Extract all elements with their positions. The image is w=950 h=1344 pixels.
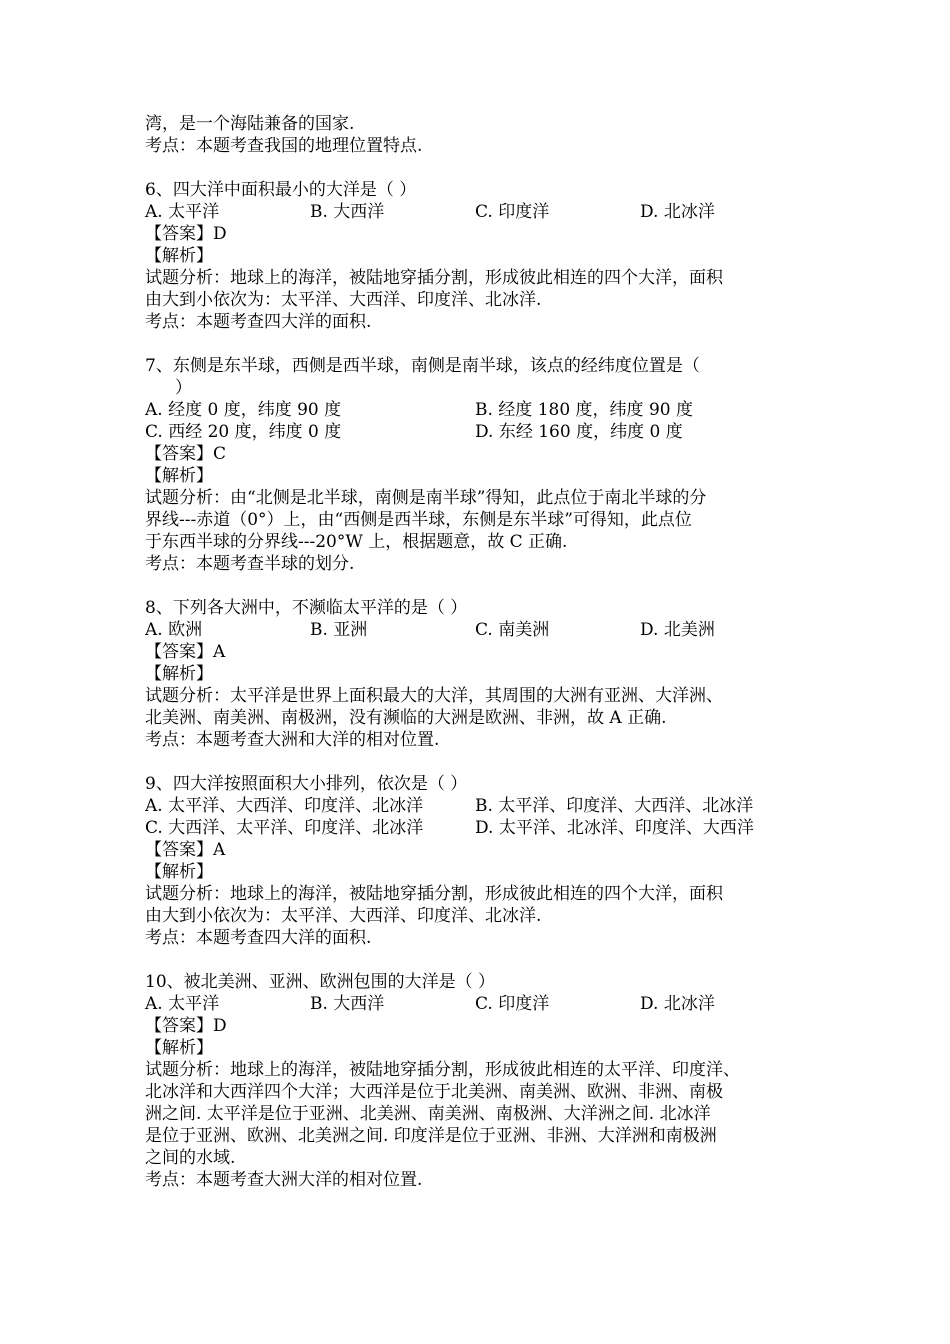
option-c: C. 南美洲 (475, 620, 550, 640)
question-8 (145, 597, 825, 751)
answer: 【答案】A (145, 840, 226, 860)
option-c: C. 印度洋 (475, 202, 550, 222)
analysis-line: 试题分析：由“北侧是北半球，南侧是南半球”得知，此点位于南北半球的分 (145, 488, 707, 508)
analysis-line: 洲之间. 太平洋是位于亚洲、北美洲、南美洲、南极洲、大洋洲之间. 北冰洋 (145, 1104, 711, 1124)
option-a: A. 欧洲 (145, 620, 203, 640)
option-a: A. 经度 0 度，纬度 90 度 (145, 400, 342, 420)
jiexi-heading: 【解析】 (145, 1038, 213, 1058)
document-content (145, 113, 825, 1191)
question-stem: 6、四大洋中面积最小的大洋是（ ） (145, 180, 417, 200)
answer: 【答案】D (145, 1016, 227, 1036)
analysis-line: 北美洲、南美洲、南极洲，没有濒临的大洲是欧洲、非洲，故 A 正确. (145, 708, 667, 728)
option-d: D. 北冰洋 (640, 994, 715, 1014)
kaodian: 考点：本题考查大洲和大洋的相对位置. (145, 730, 440, 750)
analysis-line: 于东西半球的分界线---20°W 上，根据题意，故 C 正确. (145, 532, 568, 552)
option-c: C. 大西洋、太平洋、印度洋、北冰洋 (145, 818, 424, 838)
analysis-line: 之间的水域. (145, 1148, 236, 1168)
question-stem: 8、下列各大洲中，不濒临太平洋的是（ ） (145, 598, 468, 618)
option-d: D. 北美洲 (640, 620, 715, 640)
analysis-line: 试题分析：地球上的海洋，被陆地穿插分割，形成彼此相连的四个大洋，面积 (145, 884, 723, 904)
option-a: A. 太平洋 (145, 994, 220, 1014)
options-row (145, 619, 825, 641)
kaodian: 考点：本题考查大洲大洋的相对位置. (145, 1170, 423, 1190)
jiexi-heading: 【解析】 (145, 664, 213, 684)
answer: 【答案】A (145, 642, 226, 662)
analysis-line: 是位于亚洲、欧洲、北美洲之间. 印度洋是位于亚洲、非洲、大洋洲和南极洲 (145, 1126, 717, 1146)
analysis-line: 北冰洋和大西洋四个大洋；大西洋是位于北美洲、南美洲、欧洲、非洲、南极 (145, 1082, 723, 1102)
kaodian: 考点：本题考查四大洋的面积. (145, 312, 372, 332)
option-a: A. 太平洋、大西洋、印度洋、北冰洋 (145, 796, 424, 816)
question-10 (145, 971, 825, 1191)
question-7 (145, 355, 825, 575)
question-stem-cont: ） (175, 378, 192, 398)
question-9 (145, 773, 825, 949)
analysis-line: 由大到小依次为：太平洋、大西洋、印度洋、北冰洋. (145, 906, 542, 926)
question-stem: 9、四大洋按照面积大小排列，依次是（ ） (145, 774, 468, 794)
option-b: B. 大西洋 (310, 202, 385, 222)
options-row (145, 817, 825, 839)
analysis-line: 试题分析：地球上的海洋，被陆地穿插分割，形成彼此相连的太平洋、印度洋、 (145, 1060, 740, 1080)
option-d: D. 北冰洋 (640, 202, 715, 222)
analysis-line: 试题分析：太平洋是世界上面积最大的大洋，其周围的大洲有亚洲、大洋洲、 (145, 686, 723, 706)
option-b: B. 亚洲 (310, 620, 368, 640)
option-b: B. 经度 180 度，纬度 90 度 (475, 400, 693, 420)
option-a: A. 太平洋 (145, 202, 220, 222)
option-d: D. 东经 160 度，纬度 0 度 (475, 422, 683, 442)
analysis-line: 界线---赤道（0°）上，由“西侧是西半球，东侧是东半球”可得知，此点位 (145, 510, 692, 530)
options-row (145, 201, 825, 223)
options-row (145, 795, 825, 817)
options-row (145, 399, 825, 421)
analysis-line: 由大到小依次为：太平洋、大西洋、印度洋、北冰洋. (145, 290, 542, 310)
jiexi-heading: 【解析】 (145, 466, 213, 486)
options-row (145, 993, 825, 1015)
kaodian: 考点：本题考查四大洋的面积. (145, 928, 372, 948)
kaodian: 考点：本题考查半球的划分. (145, 554, 355, 574)
option-c: C. 西经 20 度，纬度 0 度 (145, 422, 342, 442)
options-row (145, 421, 825, 443)
answer: 【答案】D (145, 224, 227, 244)
jiexi-heading: 【解析】 (145, 862, 213, 882)
question-stem: 10、被北美洲、亚洲、欧洲包围的大洋是（ ） (145, 972, 496, 992)
analysis-line: 试题分析：地球上的海洋，被陆地穿插分割，形成彼此相连的四个大洋，面积 (145, 268, 723, 288)
option-b: B. 太平洋、印度洋、大西洋、北冰洋 (475, 796, 754, 816)
question-stem: 7、东侧是东半球，西侧是西半球，南侧是南半球，该点的经纬度位置是（ (145, 356, 700, 376)
option-c: C. 印度洋 (475, 994, 550, 1014)
jiexi-heading: 【解析】 (145, 246, 213, 266)
option-b: B. 大西洋 (310, 994, 385, 1014)
intro-kaodian: 考点：本题考查我国的地理位置特点. (145, 136, 423, 156)
option-d: D. 太平洋、北冰洋、印度洋、大西洋 (475, 818, 754, 838)
intro-line: 湾，是一个海陆兼备的国家. (145, 114, 355, 134)
question-6 (145, 179, 825, 333)
answer: 【答案】C (145, 444, 227, 464)
